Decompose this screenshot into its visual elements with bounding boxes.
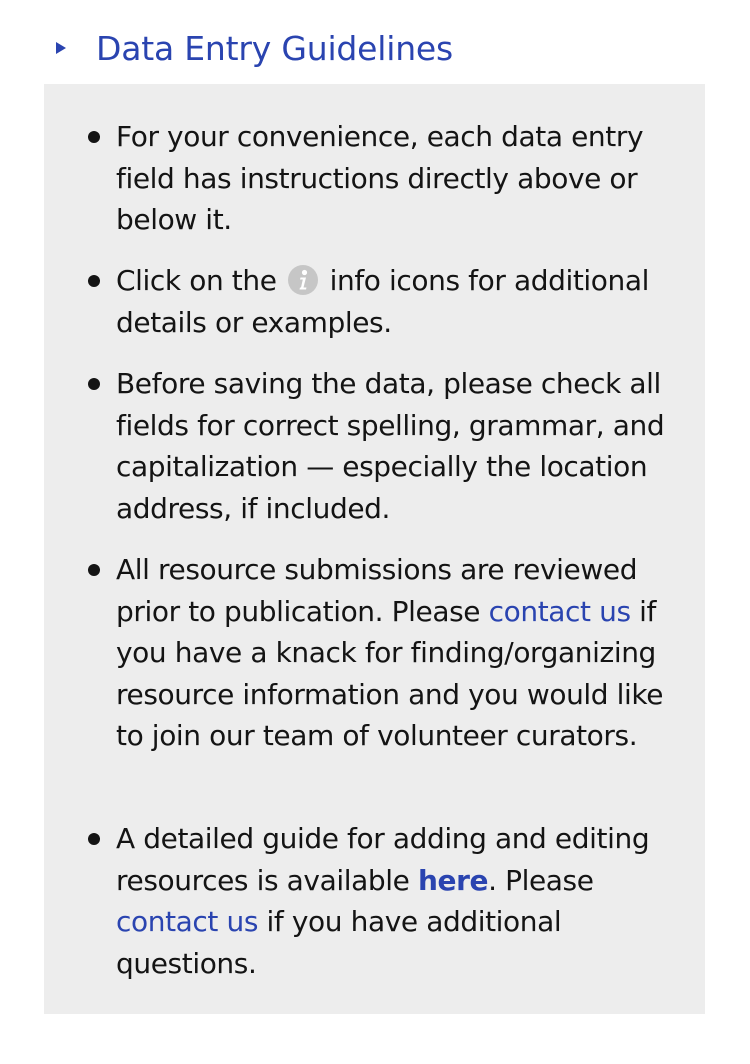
- list-item: [116, 116, 681, 241]
- bullet-icon: [88, 378, 100, 390]
- guidelines-panel: [44, 84, 705, 1014]
- guideline-text-after: if you have a knack for finding/organizing resource information and you would like to join our team of volunteer curators.: [116, 594, 664, 752]
- guideline-text-middle: . Please: [488, 863, 594, 897]
- guideline-text: For your convenience, each data entry field has instructions directly above or below it.: [116, 120, 644, 236]
- list-item: [116, 260, 681, 343]
- guidelines-header[interactable]: [0, 24, 750, 74]
- info-icon[interactable]: [287, 264, 319, 296]
- guideline-text: Before saving the data, please check all fields for correct spelling, grammar, and capitalization — especially the location address, if included.: [116, 367, 665, 525]
- list-item: [116, 363, 681, 529]
- bullet-icon: [88, 564, 100, 576]
- bullet-icon: [88, 275, 100, 287]
- bullet-icon: [88, 833, 100, 845]
- bullet-icon: [88, 131, 100, 143]
- guideline-text-after: if you have additional questions.: [116, 905, 562, 980]
- guide-here-link[interactable]: here: [417, 863, 489, 897]
- list-item: [116, 549, 681, 757]
- guideline-text-before: Click on the: [116, 264, 277, 297]
- triangle-right-icon[interactable]: [54, 41, 68, 55]
- section-title[interactable]: Data Entry Guidelines: [96, 29, 454, 68]
- contact-us-link[interactable]: contact us: [116, 905, 259, 938]
- contact-us-link[interactable]: contact us: [488, 594, 631, 628]
- guideline-text-before: A detailed guide for adding and editing resources is available: [116, 822, 650, 897]
- list-item: [116, 818, 681, 984]
- guideline-text-before: All resource submissions are reviewed prior to publication. Please: [116, 553, 638, 628]
- guideline-text-after: info icons for additional details or examples.: [116, 264, 650, 339]
